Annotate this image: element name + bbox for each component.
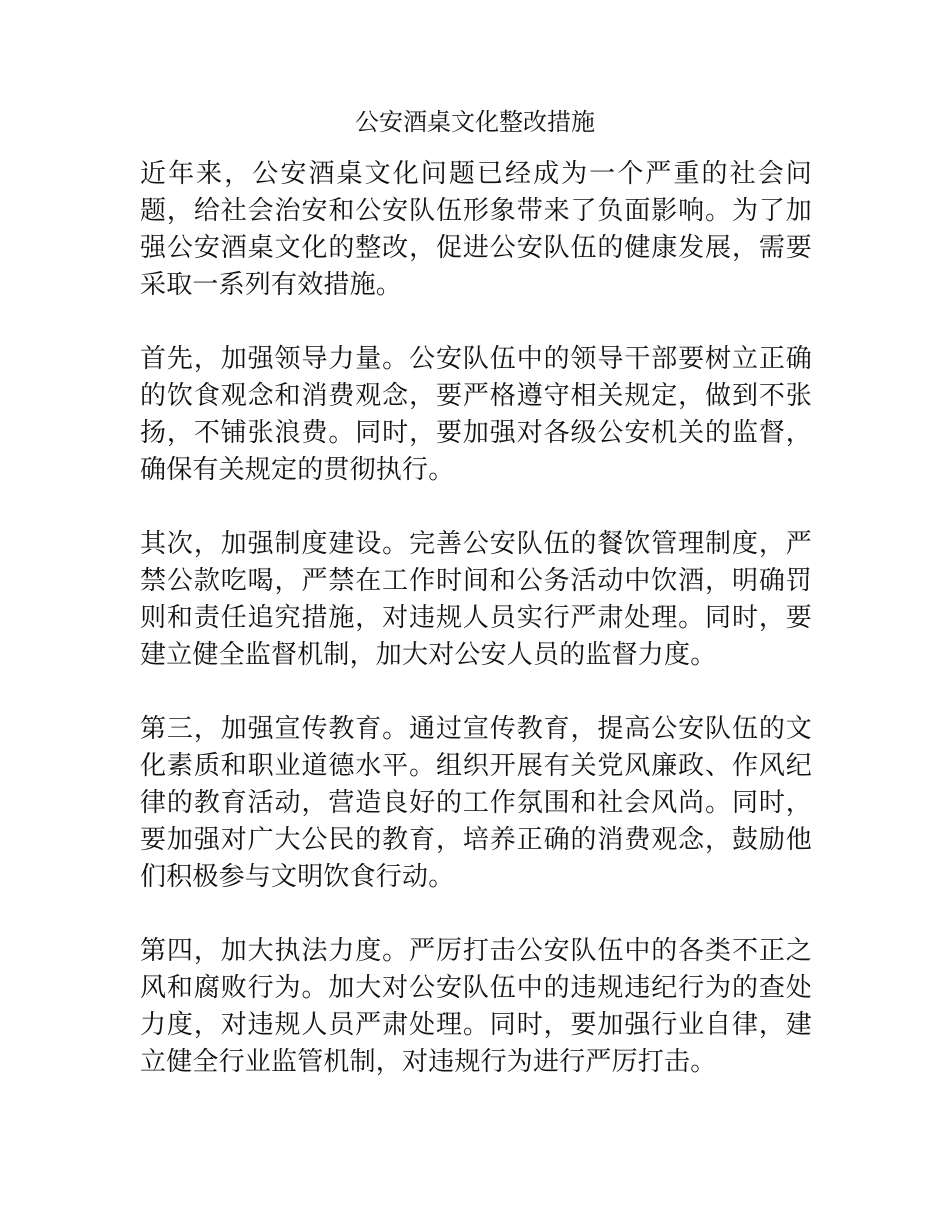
paragraph-third: 第三，加强宣传教育。通过宣传教育，提高公安队伍的文化素质和职业道德水平。组织开展有关党风廉政、作风纪律的教育活动，营造良好的工作氛围和社会风尚。同时，要加强对广大公民的教育，培养正确的消费观念，鼓励他们积极参与文明饮食行动。 bbox=[140, 714, 812, 892]
paragraph-intro: 近年来，公安酒桌文化问题已经成为一个严重的社会问题，给社会治安和公安队伍形象带来了负面影响。为了加强公安酒桌文化的整改，促进公安队伍的健康发展，需要采取一系列有效措施。 bbox=[140, 159, 812, 300]
document-body bbox=[140, 156, 812, 1118]
document-title: 公安酒桌文化整改措施 bbox=[355, 108, 595, 136]
paragraph-first: 首先，加强领导力量。公安队伍中的领导干部要树立正确的饮食观念和消费观念，要严格遵守相关规定，做到不张扬，不铺张浪费。同时，要加强对各级公安机关的监督，确保有关规定的贯彻执行。 bbox=[140, 344, 812, 485]
paragraph-fourth: 第四，加大执法力度。严厉打击公安队伍中的各类不正之风和腐败行为。加大对公安队伍中的违规违纪行为的查处力度，对违规人员严肃处理。同时，要加强行业自律，建立健全行业监管机制，对违规行为进行严厉打击。 bbox=[140, 936, 812, 1077]
paragraph-second: 其次，加强制度建设。完善公安队伍的餐饮管理制度，严禁公款吃喝，严禁在工作时间和公务活动中饮酒，明确罚则和责任追究措施，对违规人员实行严肃处理。同时，要建立健全监督机制，加大对公安人员的监督力度。 bbox=[140, 529, 812, 670]
